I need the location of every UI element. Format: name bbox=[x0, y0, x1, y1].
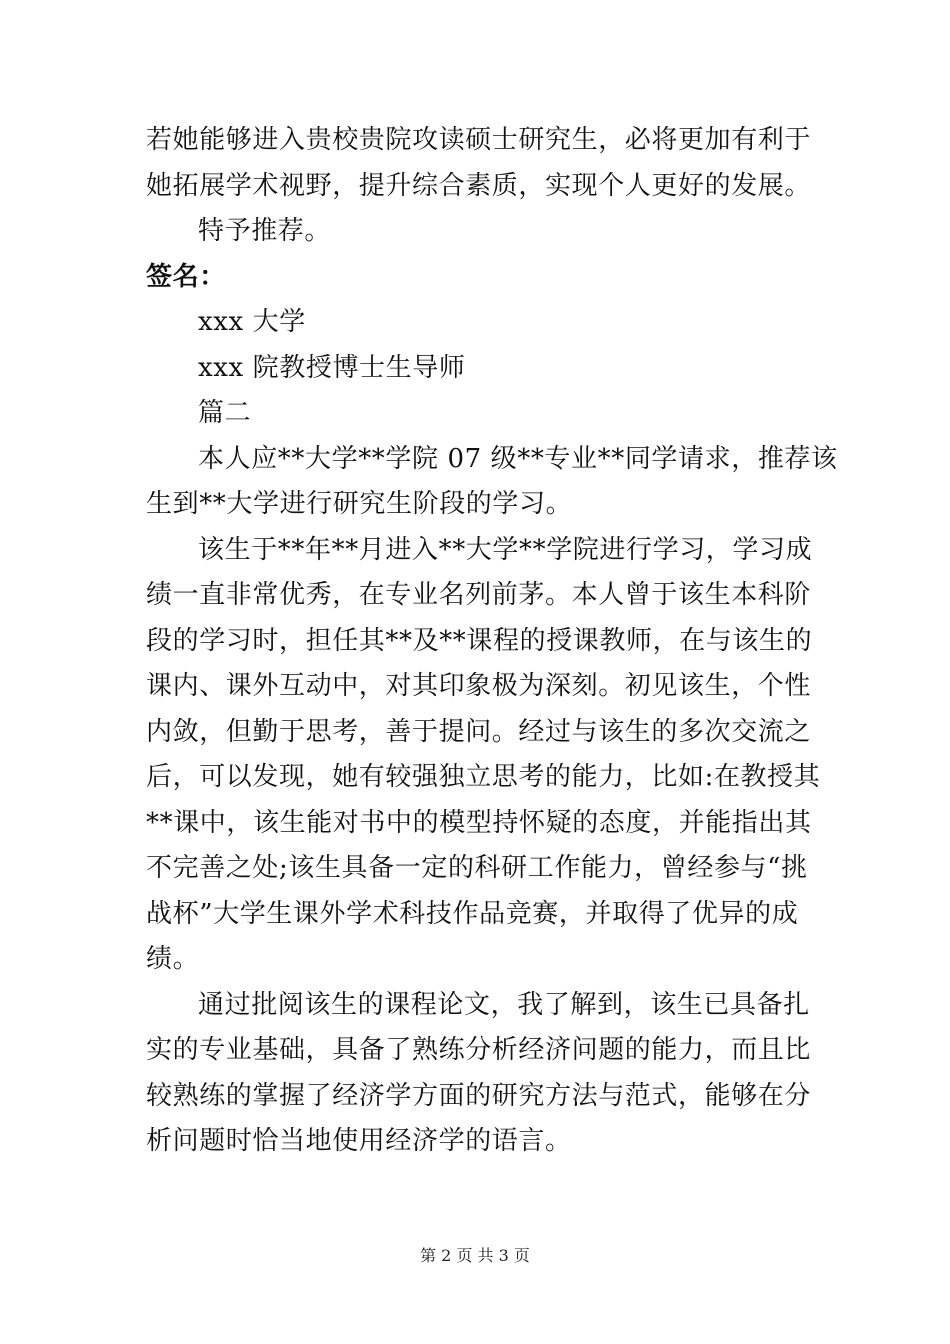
text-line: 内敛，但勤于思考，善于提问。经过与该生的多次交流之 bbox=[146, 716, 812, 747]
page-number-footer: 第 2 页 共 3 页 bbox=[420, 1246, 530, 1265]
text-line: 本人应**大学**学院 07 级**专业**同学请求，推荐该 bbox=[198, 443, 838, 474]
text-line: 实的专业基础，具备了熟练分析经济问题的能力，而且比 bbox=[146, 1035, 812, 1065]
text-line: 不完善之处;该生具备一定的科研工作能力，曾经参与“挑 bbox=[146, 853, 808, 883]
text-line: 通过批阅该生的课程论文，我了解到，该生已具备扎 bbox=[198, 989, 810, 1020]
text-line: 生到**大学进行研究生阶段的学习。 bbox=[146, 489, 573, 519]
text-line: 若她能够进入贵校贵院攻读硕士研究生，必将更加有利于 bbox=[146, 125, 812, 155]
text-line: **课中，该生能对书中的模型持怀疑的态度，并能指出其 bbox=[146, 807, 812, 838]
signature-label: 签名： bbox=[146, 261, 226, 292]
text-line: 后，可以发现，她有较强独立思考的能力，比如:在教授其 bbox=[146, 762, 821, 792]
text-line: 特予推荐。 bbox=[198, 216, 332, 246]
text-line: 较熟练的掌握了经济学方面的研究方法与范式，能够在分 bbox=[146, 1080, 812, 1111]
text-line: xxx 院教授博士生导师 bbox=[198, 352, 466, 383]
document-body bbox=[146, 118, 838, 1165]
text-line: 该生于**年**月进入**大学**学院进行学习，学习成 bbox=[198, 534, 813, 565]
text-line: 课内、课外互动中，对其印象极为深刻。初见该生，个性 bbox=[146, 671, 812, 701]
text-line: 绩一直非常优秀，在专业名列前茅。本人曾于该生本科阶 bbox=[146, 580, 812, 610]
text-line: 战杯”大学生课外学术科技作品竞赛，并取得了优异的成 bbox=[146, 898, 799, 929]
text-line: 她拓展学术视野，提升综合素质，实现个人更好的发展。 bbox=[146, 170, 812, 201]
section-heading: 篇二 bbox=[198, 398, 252, 428]
text-line: 析问题时恰当地使用经济学的语言。 bbox=[146, 1126, 572, 1156]
text-line: 段的学习时，担任其**及**课程的授课教师，在与该生的 bbox=[146, 625, 813, 656]
text-line: 绩。 bbox=[146, 944, 200, 974]
text-line: xxx 大学 bbox=[198, 307, 306, 337]
